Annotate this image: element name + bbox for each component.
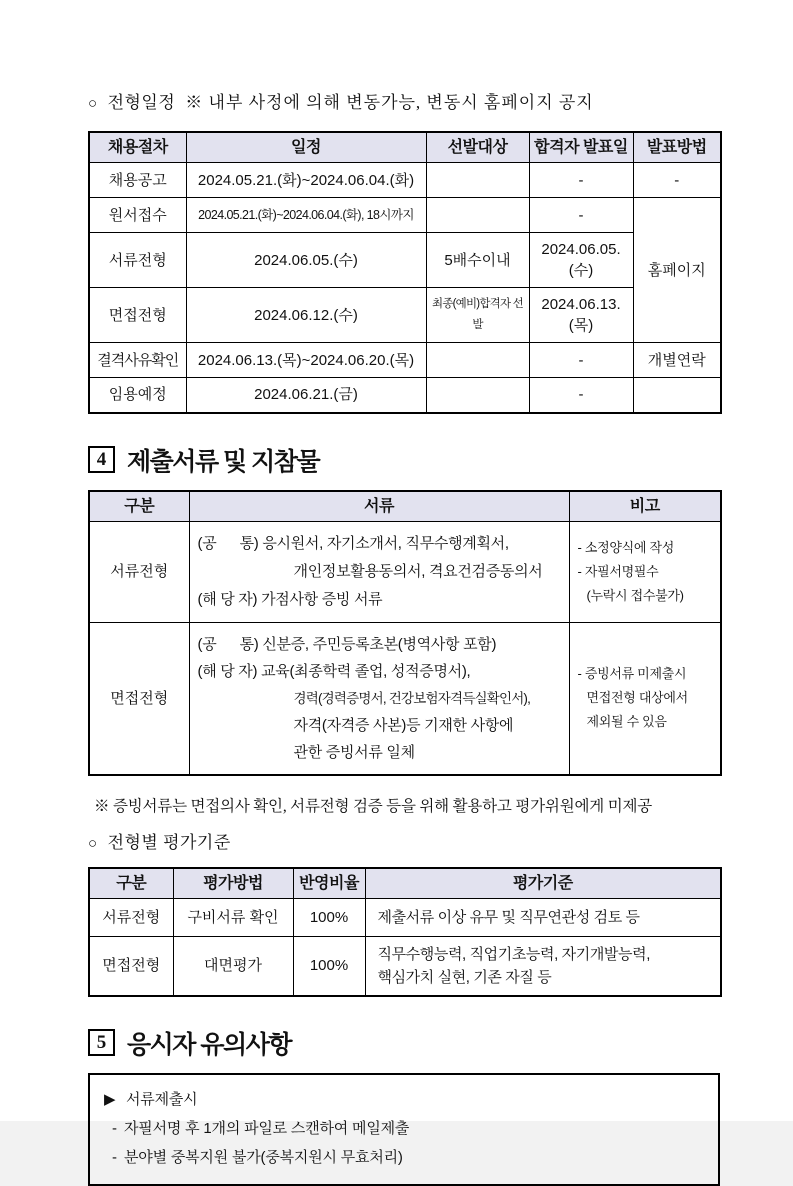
cell-procedure: 면접전형 [89, 288, 186, 343]
evaluation-table [88, 867, 722, 997]
table-row [89, 622, 721, 775]
criteria-heading [88, 828, 720, 853]
dash-bullet-icon: - [112, 1119, 117, 1137]
cell-ratio: 100% [293, 898, 365, 936]
cell-method-merged: 홈페이지 [633, 198, 721, 343]
section4-heading [88, 442, 720, 478]
criteria-line: 직무수행능력, 직업기초능력, 자기개발능력, [377, 945, 650, 963]
cell-category: 서류전형 [89, 898, 173, 936]
schedule-table [88, 131, 722, 414]
col-header-ratio: 반영비율 [293, 868, 365, 899]
evaluation-header-row [89, 868, 721, 899]
col-header-procedure: 채용절차 [89, 132, 186, 163]
cell-schedule: 2024.06.21.(금) [186, 378, 426, 413]
doc-line: (공 통) 신분증, 주민등록초본(병역사항 포함) [197, 635, 497, 653]
notice-line [104, 1143, 704, 1172]
cell-announce: - [529, 343, 633, 378]
dash-bullet-icon: - [112, 1148, 117, 1166]
notice-text: 자필서명 후 1개의 파일로 스캔하여 메일제출 [124, 1119, 410, 1137]
cell-announce: - [529, 198, 633, 233]
notice-text: 분야별 중복지원 불가(중복지원시 무효처리) [124, 1148, 403, 1166]
table-row [89, 521, 721, 622]
doc-line: (해 당 자) 가점사항 증빙 서류 [197, 590, 383, 608]
table-row [89, 163, 721, 198]
notice-text: 서류제출시 [126, 1090, 198, 1108]
cell-remarks [569, 521, 721, 622]
criteria-line: 핵심가치 실현, 기존 자질 등 [377, 968, 552, 986]
remark-line: (누락시 접수불가) [586, 587, 684, 603]
cell-target: 5배수이내 [426, 233, 529, 288]
cell-target [426, 378, 529, 413]
col-header-target: 선발대상 [426, 132, 529, 163]
col-header-category: 구분 [89, 868, 173, 899]
schedule-heading-note: ※ 내부 사정에 의해 변동가능, 변동시 홈페이지 공지 [185, 93, 594, 112]
cell-schedule: 2024.06.05.(수) [186, 233, 426, 288]
section4-title: 제출서류 및 지참물 [127, 447, 320, 476]
evidence-usage-note: ※ 증빙서류는 면접의사 확인, 서류전형 검증 등을 위해 활용하고 평가위원에게 미제공 [94, 797, 653, 815]
applicant-notice-box [88, 1073, 720, 1186]
cell-criteria [365, 936, 721, 996]
notice-line [104, 1114, 704, 1143]
table-row [89, 898, 721, 936]
documents-table [88, 490, 722, 776]
section5-title: 응시자 유의사항 [127, 1030, 291, 1059]
cell-target: 최종(예비)합격자 선발 [426, 288, 529, 343]
table-row [89, 198, 721, 233]
schedule-heading-title: 전형일정 [107, 93, 176, 112]
section5-number-box: 5 [88, 1029, 115, 1056]
cell-method: 대면평가 [173, 936, 293, 996]
cell-category: 면접전형 [89, 936, 173, 996]
col-header-schedule: 일정 [186, 132, 426, 163]
cell-schedule: 2024.06.13.(목)~2024.06.20.(목) [186, 343, 426, 378]
cell-procedure: 원서접수 [89, 198, 186, 233]
table-row [89, 378, 721, 413]
schedule-heading [88, 88, 720, 113]
cell-announce: 2024.06.05.(수) [529, 233, 633, 288]
remark-line: 제외될 수 있음 [586, 714, 667, 729]
section4-number-box: 4 [88, 446, 115, 473]
cell-method: 구비서류 확인 [173, 898, 293, 936]
doc-line: 개인정보활용동의서, 격요건검증동의서 [293, 562, 543, 580]
cell-procedure: 채용공고 [89, 163, 186, 198]
doc-line: (해 당 자) 교육(최종학력 졸업, 성적증명서), [197, 662, 471, 680]
criteria-heading-title: 전형별 평가기준 [107, 832, 231, 852]
doc-line: (공 통) 응시원서, 자기소개서, 직무수행계획서, [197, 534, 509, 552]
col-header-method: 평가방법 [173, 868, 293, 899]
cell-announce: - [529, 378, 633, 413]
cell-announce: 2024.06.13.(목) [529, 288, 633, 343]
cell-category: 면접전형 [89, 622, 189, 775]
cell-method [633, 378, 721, 413]
criteria-line: 제출서류 이상 유무 및 직무연관성 검토 등 [377, 908, 640, 926]
cell-schedule: 2024.05.21.(화)~2024.06.04.(화) [186, 163, 426, 198]
cell-schedule: 2024.06.12.(수) [186, 288, 426, 343]
col-header-category: 구분 [89, 491, 189, 522]
triangle-bullet-icon: ▶ [104, 1090, 116, 1108]
cell-criteria [365, 898, 721, 936]
col-header-criteria: 평가기준 [365, 868, 721, 899]
cell-procedure: 서류전형 [89, 233, 186, 288]
schedule-header-row [89, 132, 721, 163]
cell-documents [189, 622, 569, 775]
remark-line: - 소정양식에 작성 [577, 539, 674, 555]
remark-line: 면접전형 대상에서 [586, 690, 688, 705]
notice-line [104, 1085, 704, 1114]
cell-method: - [633, 163, 721, 198]
cell-category: 서류전형 [89, 521, 189, 622]
cell-target [426, 198, 529, 233]
col-header-documents: 서류 [189, 491, 569, 522]
cell-method: 개별연락 [633, 343, 721, 378]
cell-procedure: 임용예정 [89, 378, 186, 413]
cell-target [426, 163, 529, 198]
remark-line: - 증빙서류 미제출시 [577, 666, 687, 681]
cell-announce: - [529, 163, 633, 198]
col-header-remarks: 비고 [569, 491, 721, 522]
doc-line: 관한 증빙서류 일체 [293, 743, 415, 761]
table-row [89, 288, 721, 343]
circle-bullet-icon: ○ [88, 835, 98, 852]
cell-target [426, 343, 529, 378]
circle-bullet-icon: ○ [88, 96, 98, 112]
col-header-announce-date: 합격자 발표일 [529, 132, 633, 163]
cell-schedule: 2024.05.21.(화)~2024.06.04.(화), 18시까지 [186, 198, 426, 233]
remark-line: - 자필서명필수 [577, 563, 659, 579]
doc-line: 자격(자격증 사본)등 기재한 사항에 [293, 716, 514, 734]
section5-heading [88, 1025, 720, 1061]
table-row [89, 343, 721, 378]
cell-remarks [569, 622, 721, 775]
col-header-method: 발표방법 [633, 132, 721, 163]
documents-header-row [89, 491, 721, 522]
doc-line: 경력(경력증명서, 건강보험자격득실확인서), [293, 690, 531, 706]
cell-documents [189, 521, 569, 622]
cell-ratio: 100% [293, 936, 365, 996]
cell-procedure: 결격사유확인 [89, 343, 186, 378]
table-row [89, 233, 721, 288]
table-row [89, 936, 721, 996]
